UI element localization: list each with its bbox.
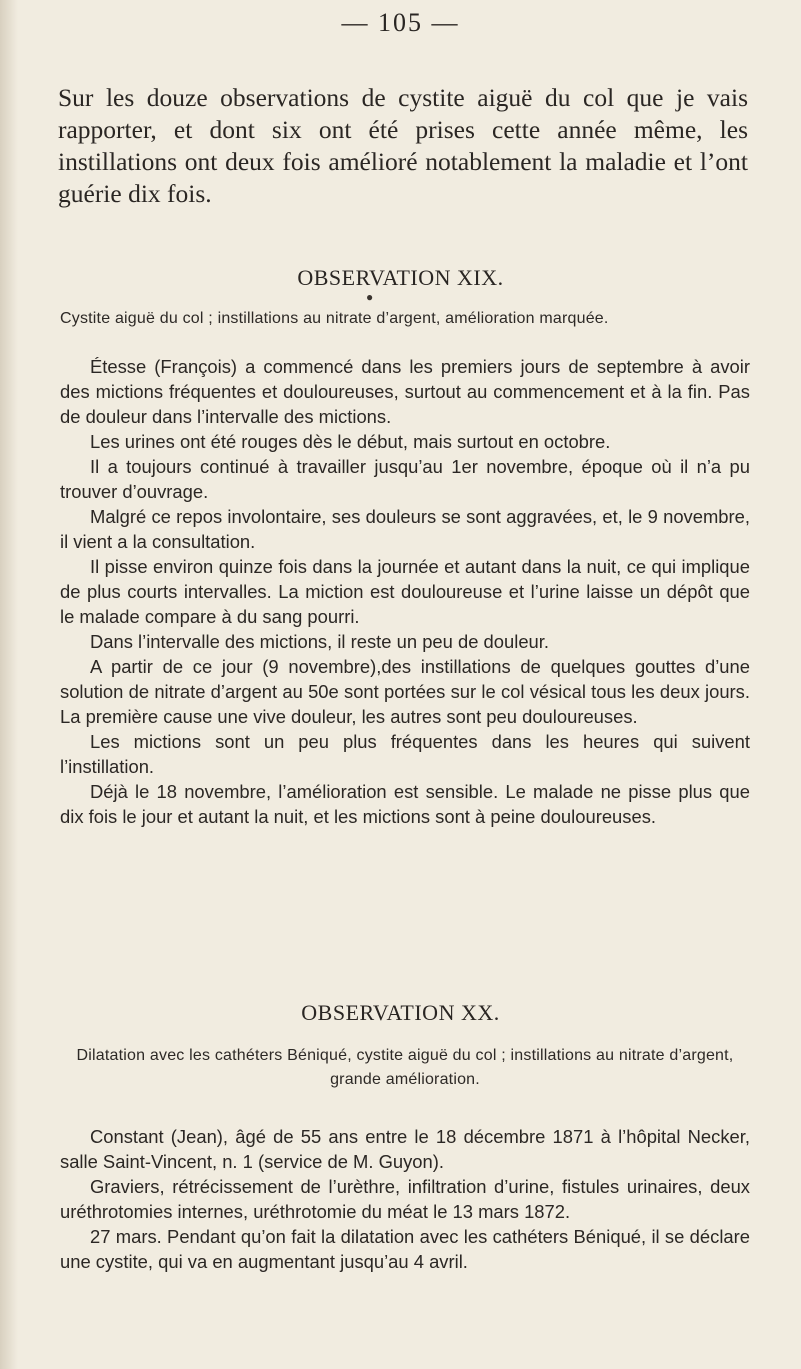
page-edge-shadow [0, 0, 18, 1369]
paragraph: 27 mars. Pendant qu’on fait la dilatation avec les cathéters Béniqué, il se déclare une cystite, qui va en augmentant jusqu’au 4 avril. [60, 1226, 750, 1272]
observation-xx-body [60, 1124, 750, 1274]
observation-xx-subtitle: Dilatation avec les cathéters Béniqué, cystite aiguë du col ; instillations au nitrate d’argent, grande amélioration. [76, 1047, 734, 1088]
paragraph: Il a toujours continué à travailler jusqu’au 1er novembre, époque où il n’a pu trouver d’ouvrage. [60, 456, 750, 502]
page-number: — 105 — [341, 8, 460, 37]
observation-xix-body [60, 354, 750, 829]
paragraph: Malgré ce repos involontaire, ses douleurs se sont aggravées, et, le 9 novembre, il vient a la consultation. [60, 506, 750, 552]
paragraph: Les urines ont été rouges dès le début, mais surtout en octobre. [90, 431, 611, 452]
observation-xx-title: OBSERVATION XX. [301, 1000, 500, 1025]
paragraph: Graviers, rétrécissement de l’urèthre, infiltration d’urine, fistules urinaires, deux uréthrotomies internes, uréthrotomie du méat le 13 mars 1872. [60, 1176, 750, 1222]
observation-xix-subtitle: Cystite aiguë du col ; instillations au nitrate d’argent, amélioration marquée. [60, 310, 609, 327]
paragraph: Étesse (François) a commencé dans les premiers jours de septembre à avoir des mictions fréquentes et douloureuses, surtout au commencement et à la fin. Pas de douleur dans l’intervalle des mictions. [60, 356, 750, 427]
paragraph: A partir de ce jour (9 novembre),des instillations de quelques gouttes d’une solution de nitrate d’argent au 50e sont portées sur le col vésical tous les deux jours. La première cause une vive douleur, les autres sont peu douloureuses. [60, 656, 750, 727]
paragraph: Constant (Jean), âgé de 55 ans entre le 18 décembre 1871 à l’hôpital Necker, salle Saint-Vincent, n. 1 (service de M. Guyon). [60, 1126, 750, 1172]
heading-ornament: ● [366, 290, 374, 304]
intro-paragraph [58, 82, 748, 210]
paragraph: Dans l’intervalle des mictions, il reste un peu de douleur. [90, 631, 549, 652]
intro-text: Sur les douze observations de cystite aiguë du col que je vais rapporter, et dont six ont été prises cette année même, les instillations ont deux fois amélioré notablement la maladie et l’ont guérie dix fois. [58, 83, 748, 208]
observation-xix-title: OBSERVATION XIX. [297, 265, 504, 290]
paragraph: Les mictions sont un peu plus fréquentes dans les heures qui suivent l’instillation. [60, 731, 750, 777]
paragraph: Il pisse environ quinze fois dans la journée et autant dans la nuit, ce qui implique de plus courts intervalles. La miction est douloureuse et l’urine laisse un dépôt que le malade compare à du sang pourri. [60, 556, 750, 627]
paragraph: Déjà le 18 novembre, l’amélioration est sensible. Le malade ne pisse plus que dix fois le jour et autant la nuit, et les mictions sont à peine douloureuses. [60, 781, 750, 827]
